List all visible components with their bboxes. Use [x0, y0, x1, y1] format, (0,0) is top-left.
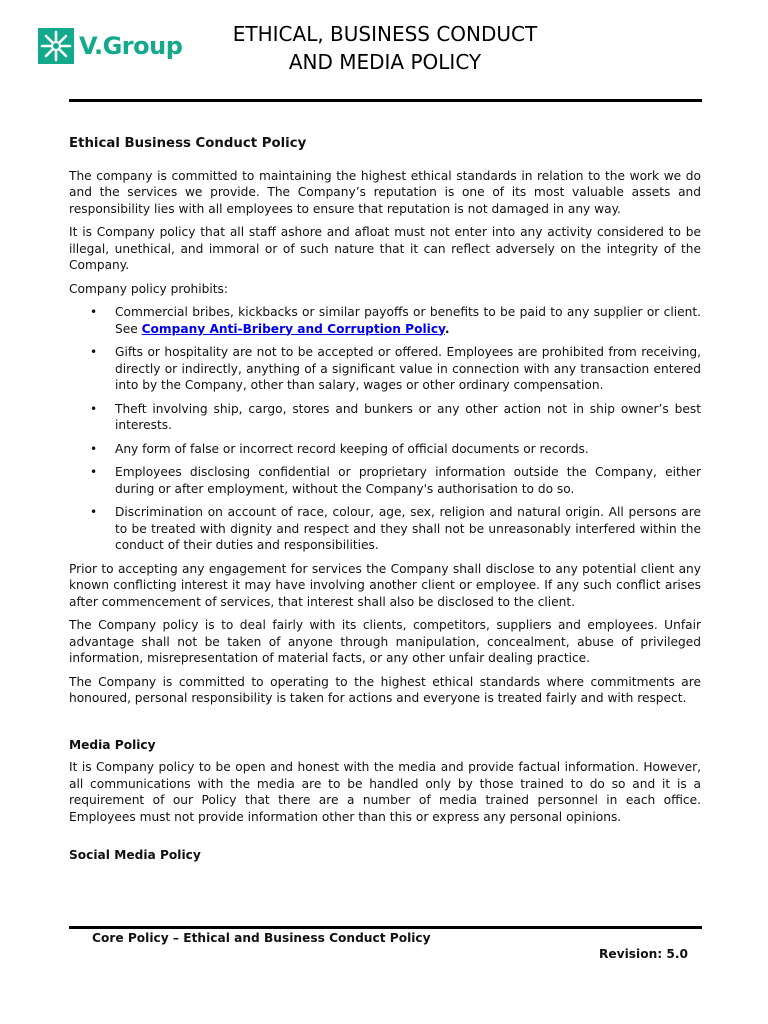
ethical-paragraph-5: The Company is committed to operating to the highest ethical standards where commitments are honoured, personal responsibility is taken for actions and everyone is treated fairly and with respect. — [69, 674, 701, 705]
anti-bribery-policy-link[interactable]: Company Anti-Bribery and Corruption Policy — [141, 321, 445, 336]
bullet-end: . — [444, 321, 450, 336]
footer-document-name: Core Policy – Ethical and Business Conduct Policy — [92, 931, 431, 945]
document-body — [69, 136, 701, 870]
list-item — [69, 304, 701, 337]
bullet-marker: • — [90, 305, 98, 319]
ethical-paragraph-3: Prior to accepting any engagement for services the Company shall disclose to any potential client any known conflicting interest it may have involving another client or employee. If any such conflict arises after commencement of services, that interest shall also be disclosed to the client. — [69, 561, 701, 609]
bullet-marker: • — [90, 441, 98, 456]
bullet-text: Gifts or hospitality are not to be accepted or offered. Employees are prohibited from receiving, directly or indirectly, anything of a significant value in connection with any transaction entered into by the Company, other than salary, wages or other ordinary compensation. — [115, 345, 701, 392]
ethical-paragraph-1: The company is committed to maintaining the highest ethical standards in relation to the work we do and the services we provide. The Company’s reputation is one of its most valuable assets and responsibility lies with all employees to ensure that reputation is not damaged in any way. — [69, 168, 701, 216]
list-item — [69, 464, 701, 497]
bullet-text: Commercial bribes, kickbacks or similar payoffs or benefits to be paid to any supplier or client. See — [115, 305, 701, 336]
prohibited-list — [69, 304, 701, 554]
company-logo — [38, 26, 182, 66]
document-title — [190, 20, 580, 76]
bullet-text: Any form of false or incorrect record keeping of official documents or records. — [115, 441, 589, 456]
bullet-marker: • — [90, 401, 98, 416]
logo-wordmark: V.Group — [79, 32, 183, 60]
bullet-text: Theft involving ship, cargo, stores and bunkers or any other action not in ship owner’s best interests. — [115, 401, 701, 432]
media-paragraph-1: It is Company policy to be open and honest with the media and provide factual information. However, all communications with the media are to be handled only by those trained to do so and it is a requirement of our Policy that there are a number of media trained personnel in each office. Employees must not provide information other than this or express any personal opinions. — [69, 760, 701, 824]
header-divider — [69, 99, 702, 102]
bullet-marker: • — [90, 345, 98, 359]
ethical-paragraph-4: The Company policy is to deal fairly with its clients, competitors, suppliers and employees. Unfair advantage shall not be taken of anyone through manipulation, concealment, abuse of privileged information, misrepresentation of material facts, or any other unfair dealing practice. — [69, 618, 701, 665]
footer-divider — [69, 926, 702, 929]
media-policy-heading: Media Policy — [69, 737, 156, 752]
bullet-marker: • — [90, 505, 98, 519]
list-item — [69, 504, 701, 554]
sunburst-logo-icon — [38, 28, 74, 64]
list-item — [69, 441, 701, 458]
page-header — [0, 0, 768, 100]
bullet-text: Discrimination on account of race, colour, age, sex, religion and natural origin. All persons are to be treated with dignity and respect and they shall not be unreasonably interfered within the conduct of their duties and responsibilities. — [115, 505, 701, 552]
prohibits-intro: Company policy prohibits: — [69, 281, 229, 296]
list-item — [69, 401, 701, 434]
document-title-line-1: ETHICAL, BUSINESS CONDUCT — [232, 22, 538, 46]
bullet-marker: • — [90, 465, 98, 479]
ethical-paragraph-2: It is Company policy that all staff ashore and afloat must not enter into any activity considered to be illegal, unethical, and immoral or of such nature that it can reflect adversely on the integrity of the Company. — [69, 225, 701, 272]
bullet-text: Employees disclosing confidential or proprietary information outside the Company, either during or after employment, without the Company's authorisation to do so. — [115, 465, 701, 496]
ethical-policy-heading: Ethical Business Conduct Policy — [69, 136, 307, 151]
list-item — [69, 344, 701, 394]
document-title-line-2: AND MEDIA POLICY — [288, 50, 482, 74]
social-media-policy-heading: Social Media Policy — [69, 848, 201, 862]
footer-revision: Revision: 5.0 — [599, 947, 688, 961]
